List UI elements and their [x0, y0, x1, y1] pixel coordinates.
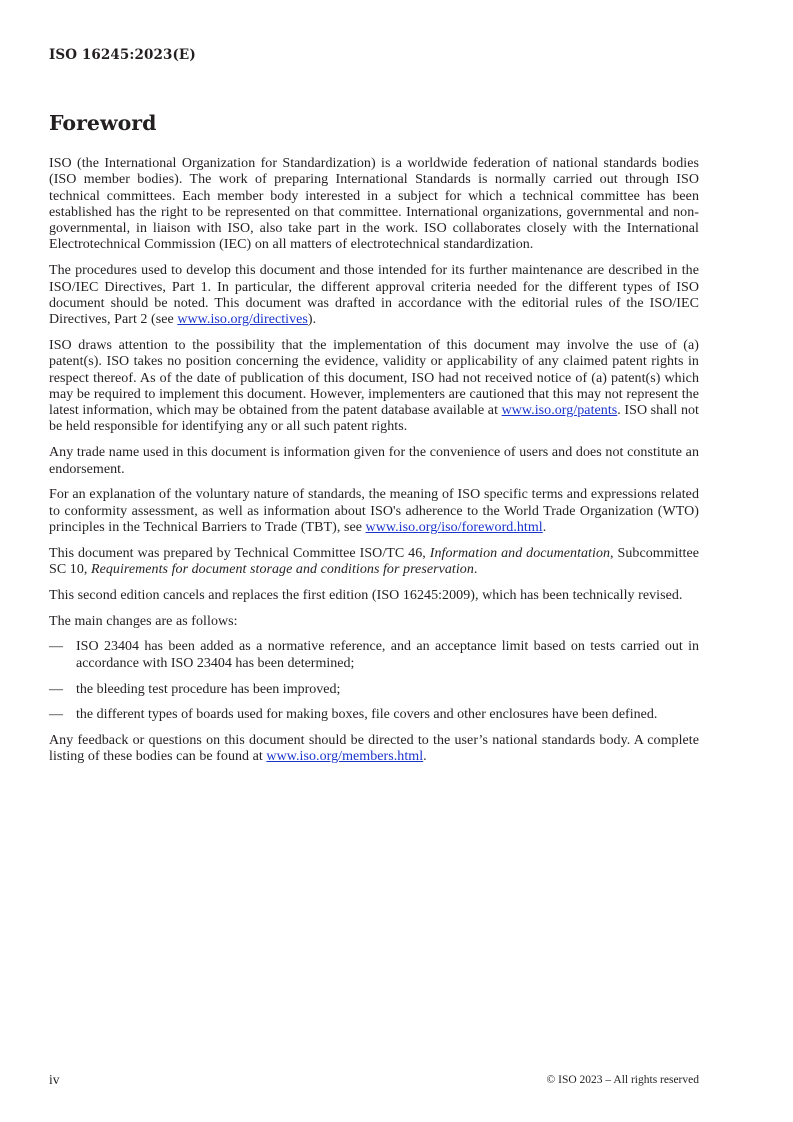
list-item-text: ISO 23404 has been added as a normative reference, and an acceptance limit based on tests carried out in accordance with ISO 23404 has been determined; — [76, 639, 699, 671]
subcommittee-title: Requirements for document storage and conditions for preservation — [90, 562, 474, 578]
paragraph-text: Any feedback or questions on this document should be directed to the user’s national standards body. A complete listing of these bodies can be found at — [49, 733, 699, 765]
document-page — [49, 0, 699, 1122]
changes-list — [49, 639, 699, 723]
paragraph-text: , Subcommittee SC 10, — [49, 545, 699, 578]
paragraph-main-changes-intro: The main changes are as follows: — [49, 613, 238, 629]
link-iso-patents[interactable]: www.iso.org/patents — [501, 403, 618, 419]
paragraph-trade-name: Any trade name used in this document is information given for the convenience of users and does not constitute an endorsement. — [49, 445, 699, 477]
dash-bullet-icon: — — [49, 639, 63, 655]
paragraph-patents — [49, 338, 699, 436]
paragraph-text: This document was prepared by Technical Committee ISO/TC 46, — [49, 545, 430, 561]
list-item-text: the different types of boards used for making boxes, file covers and other enclosures have been defined. — [76, 707, 658, 723]
paragraph-text: The procedures used to develop this document and those intended for its further maintenance are described in the ISO/IEC Directives, Part 1. In particular, the different approval criteria needed for the different types of ISO document should be noted. This document was drafted in accordance with the editorial rules of the ISO/IEC Directives, Part 2 (see — [49, 263, 699, 328]
paragraph-edition: This second edition cancels and replaces the first edition (ISO 16245:2009), which has been technically revised. — [49, 587, 683, 603]
paragraph-feedback — [49, 733, 699, 766]
list-item-text: the bleeding test procedure has been improved; — [76, 681, 341, 697]
paragraph-iso-overview: ISO (the International Organization for Standardization) is a worldwide federation of national standards bodies (ISO member bodies). The work of preparing International Standards is normally carried out through ISO technical committees. Each member body interested in a subject for which a technical committee has been established has the right to be represented on that committee. International organizations, governmental and non-governmental, in liaison with ISO, also take part in the work. ISO collaborates closely with the International Electrotechnical Commission (IEC) on all matters of electrotechnical standardization. — [49, 156, 699, 253]
paragraph-text: . — [423, 749, 427, 765]
paragraph-text: ). — [307, 312, 317, 328]
paragraph-text: . — [473, 562, 478, 578]
paragraph-committee — [49, 546, 699, 579]
dash-bullet-icon: — — [49, 707, 63, 723]
paragraph-text: . ISO shall not be held responsible for identifying any or all such patent rights. — [49, 403, 699, 435]
link-iso-foreword[interactable]: www.iso.org/iso/foreword.html — [365, 519, 543, 535]
copyright-notice: © ISO 2023 – All rights reserved — [546, 1074, 699, 1086]
link-iso-members[interactable]: www.iso.org/members.html — [266, 749, 424, 765]
paragraph-voluntary-nature — [49, 487, 699, 536]
list-item — [49, 707, 699, 723]
list-item — [49, 682, 699, 698]
paragraph-text: For an explanation of the voluntary nature of standards, the meaning of ISO specific terms and expressions related to conformity assessment, as well as information about ISO's adherence to the World Trade Organization (WTO) principles in the Technical Barriers to Trade (TBT), see — [49, 487, 699, 535]
paragraph-procedures — [49, 263, 699, 328]
foreword-body — [49, 156, 699, 775]
document-identifier: ISO 16245:2023(E) — [49, 47, 196, 63]
dash-bullet-icon: — — [49, 681, 63, 697]
committee-title: Information and documentation — [429, 545, 611, 561]
list-item — [49, 639, 699, 672]
paragraph-text: ISO draws attention to the possibility that the implementation of this document may involve the use of (a) patent(s). ISO takes no position concerning the evidence, validity or applicability of any claimed patent rights in respect thereof. As of the date of publication of this document, ISO had not received notice of (a) patent(s) which may be required to implement this document. However, implementers are cautioned that this may not represent the latest information, which may be obtained from the patent database available at — [49, 337, 699, 419]
link-iso-directives[interactable]: www.iso.org/directives — [177, 312, 308, 328]
page-title: Foreword — [49, 111, 157, 135]
page-number: iv — [49, 1072, 60, 1087]
paragraph-text: . — [542, 519, 547, 535]
